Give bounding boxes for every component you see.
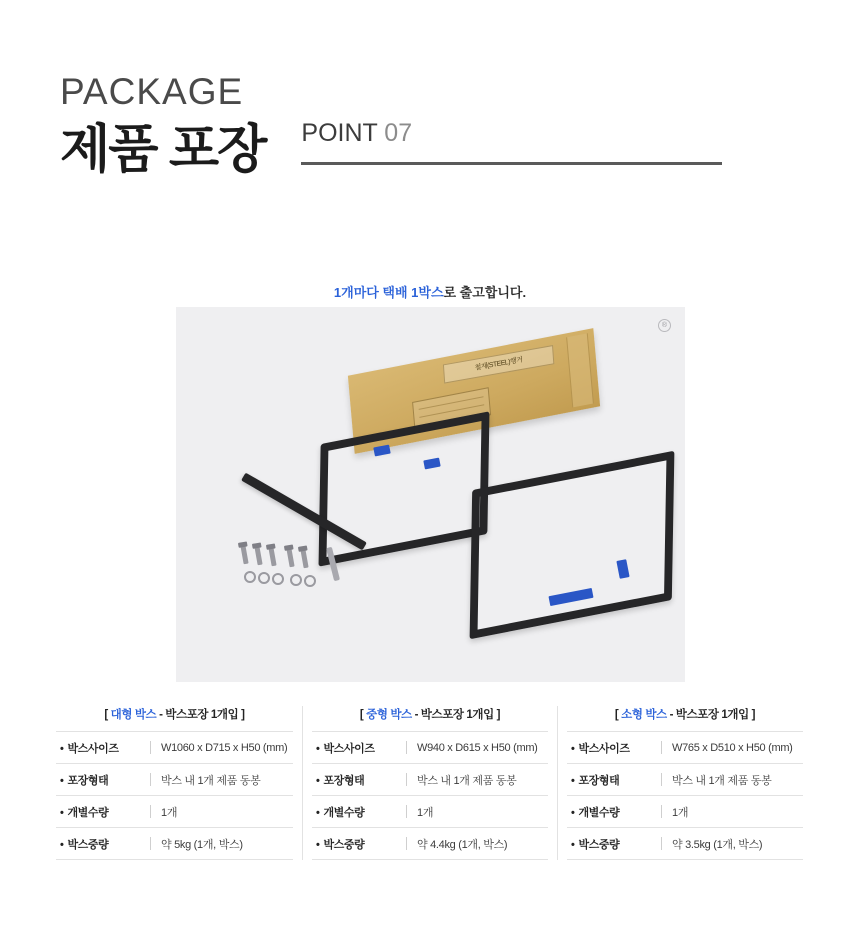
row-key — [312, 804, 406, 820]
bolt-icon — [286, 548, 294, 568]
point-divider — [301, 162, 722, 165]
washer-icon — [272, 573, 284, 585]
bolt-icon — [240, 545, 248, 565]
wrench-icon — [326, 547, 340, 581]
spec-table-medium — [302, 706, 557, 860]
table-row — [567, 795, 803, 827]
table-row — [56, 795, 293, 827]
title-accent: 대형 박스 — [110, 709, 157, 721]
row-value: W765 x D510 x H50 (mm) — [672, 741, 793, 754]
row-key-text: 박스중량 — [67, 838, 109, 851]
bullet-icon: • — [316, 774, 320, 787]
section-header — [60, 72, 820, 181]
box-label: 철재(STEEL)행거 — [443, 345, 554, 384]
row-value: 약 4.4kg (1개, 박스) — [417, 838, 508, 851]
row-key — [567, 804, 661, 820]
hardware-parts — [242, 545, 352, 587]
bullet-icon: • — [571, 806, 575, 819]
row-key — [312, 740, 406, 756]
bullet-icon: • — [60, 742, 64, 755]
point-label-text: POINT — [301, 118, 378, 147]
bullet-icon: • — [571, 838, 575, 851]
row-separator — [150, 805, 151, 818]
row-value: 박스 내 1개 제품 동봉 — [417, 774, 517, 787]
washer-icon — [244, 571, 256, 583]
registered-trademark-icon: ® — [658, 319, 671, 332]
title-suffix: - 박스포장 1개입 ] — [666, 709, 756, 721]
washer-icon — [304, 575, 316, 587]
spec-table-large — [47, 706, 302, 860]
point-block — [301, 119, 820, 181]
point-number: 07 — [384, 118, 413, 147]
spec-table-title — [312, 706, 548, 731]
table-row — [567, 731, 803, 763]
title-prefix: [ — [359, 709, 367, 721]
row-value: 1개 — [672, 806, 689, 819]
row-key-text: 박스중량 — [323, 838, 365, 851]
row-key — [56, 740, 150, 756]
bullet-icon: • — [316, 742, 320, 755]
row-value: W940 x D615 x H50 (mm) — [417, 741, 538, 754]
bullet-icon: • — [60, 806, 64, 819]
title-suffix: - 박스포장 1개입 ] — [411, 709, 501, 721]
row-separator — [406, 773, 407, 786]
shipping-notice-rest: 로 출고합니다. — [443, 285, 527, 300]
row-key — [56, 772, 150, 788]
row-key — [567, 836, 661, 852]
steel-frame-small — [319, 411, 490, 566]
row-key-text: 개별수량 — [323, 806, 365, 819]
table-row — [567, 827, 803, 860]
row-value: 약 3.5kg (1개, 박스) — [672, 838, 763, 851]
row-separator — [150, 773, 151, 786]
spec-table-title — [56, 706, 293, 731]
row-key — [312, 772, 406, 788]
page-title: 제품 포장 — [60, 120, 266, 179]
spec-tables — [47, 706, 813, 860]
table-row — [312, 763, 548, 795]
package-photo — [176, 307, 685, 682]
row-separator — [661, 773, 662, 786]
spec-table-title — [567, 706, 803, 731]
table-row — [56, 731, 293, 763]
row-value: 박스 내 1개 제품 동봉 — [161, 774, 261, 787]
bullet-icon: • — [60, 838, 64, 851]
table-row — [312, 731, 548, 763]
row-separator — [406, 805, 407, 818]
bolt-icon — [300, 549, 308, 569]
row-value: 1개 — [417, 806, 434, 819]
row-separator — [150, 837, 151, 850]
row-key — [567, 740, 661, 756]
row-value: 약 5kg (1개, 박스) — [161, 838, 243, 851]
table-row — [312, 795, 548, 827]
shipping-notice-highlight: 1개마다 택배 1박스 — [333, 285, 444, 300]
row-separator — [661, 837, 662, 850]
bolt-icon — [268, 547, 276, 567]
bullet-icon: • — [60, 774, 64, 787]
row-value: 박스 내 1개 제품 동봉 — [672, 774, 772, 787]
row-separator — [661, 741, 662, 754]
title-accent: 소형 박스 — [621, 709, 667, 721]
table-row — [567, 763, 803, 795]
shipping-notice — [0, 282, 860, 301]
box-tape — [566, 333, 594, 407]
title-prefix: [ — [614, 709, 622, 721]
row-key — [567, 772, 661, 788]
bullet-icon: • — [316, 838, 320, 851]
washer-icon — [258, 572, 270, 584]
row-key-text: 포장형태 — [323, 774, 365, 787]
table-row — [56, 763, 293, 795]
row-value: 1개 — [161, 806, 178, 819]
row-key-text: 포장형태 — [67, 774, 109, 787]
row-key-text: 박스사이즈 — [323, 742, 375, 755]
row-key — [312, 836, 406, 852]
row-separator — [406, 837, 407, 850]
row-key-text: 박스사이즈 — [578, 742, 630, 755]
row-key-text: 개별수량 — [578, 806, 620, 819]
title-prefix: [ — [104, 709, 111, 721]
spec-table-small — [557, 706, 812, 860]
title-suffix: - 박스포장 1개입 ] — [156, 709, 245, 721]
row-separator — [406, 741, 407, 754]
row-key-text: 박스사이즈 — [67, 742, 119, 755]
washer-icon — [290, 574, 302, 586]
row-key-text: 개별수량 — [67, 806, 109, 819]
row-value: W1060 x D715 x H50 (mm) — [161, 741, 288, 754]
table-row — [56, 827, 293, 860]
bullet-icon: • — [571, 774, 575, 787]
header-row — [60, 119, 820, 181]
row-key-text: 포장형태 — [578, 774, 620, 787]
row-separator — [150, 741, 151, 754]
section-eyebrow: PACKAGE — [60, 71, 244, 112]
row-separator — [661, 805, 662, 818]
table-row — [312, 827, 548, 860]
title-accent: 중형 박스 — [366, 709, 412, 721]
row-key — [56, 804, 150, 820]
steel-frame-large — [470, 451, 675, 640]
point-label — [301, 119, 820, 148]
bullet-icon: • — [571, 742, 575, 755]
row-key-text: 박스중량 — [578, 838, 620, 851]
row-key — [56, 836, 150, 852]
bolt-icon — [254, 546, 262, 566]
bullet-icon: • — [316, 806, 320, 819]
